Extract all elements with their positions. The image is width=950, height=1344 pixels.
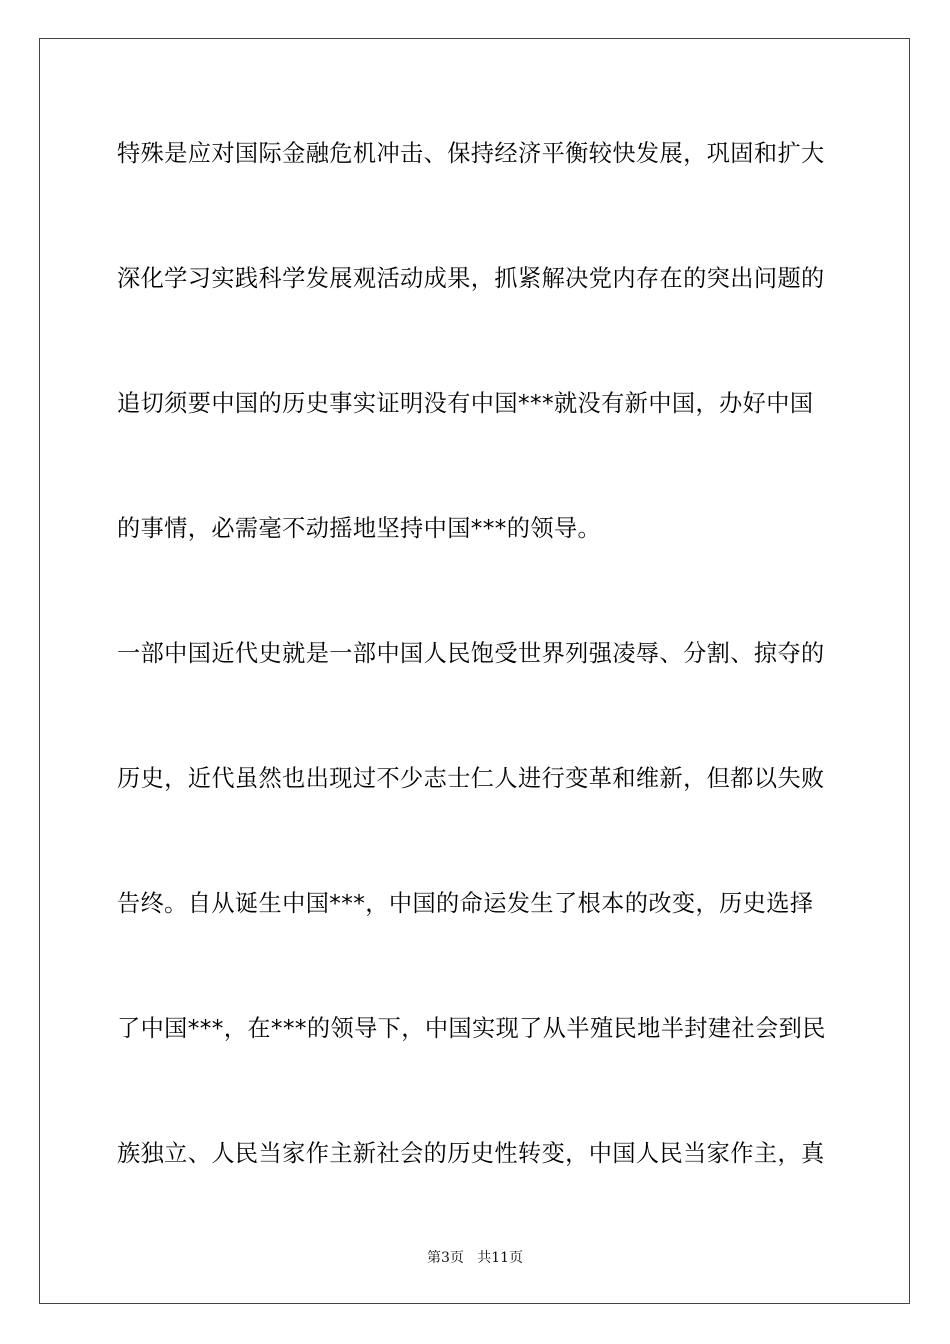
text-line: 深化学习实践科学发展观活动成果，抓紧解决党内存在的突出问题的 bbox=[117, 265, 825, 292]
page-footer: 第3页 共11页 bbox=[426, 1250, 524, 1266]
text-line: 特殊是应对国际金融危机冲击、保持经济平衡较快发展，巩固和扩大 bbox=[117, 140, 825, 167]
document-body bbox=[117, 124, 837, 1249]
text-line: 族独立、人民当家作主新社会的历史性转变，中国人民当家作主，真 bbox=[117, 1140, 825, 1167]
text-line: 历史，近代虽然也出现过不少志士仁人进行变革和维新，但都以失败 bbox=[117, 765, 825, 792]
text-line: 了中国***，在***的领导下，中国实现了从半殖民地半封建社会到民 bbox=[117, 1015, 826, 1042]
text-line: 追切须要中国的历史事实证明没有中国***就没有新中国，办好中国 bbox=[117, 390, 814, 417]
text-line: 告终。自从诞生中国***，中国的命运发生了根本的改变，历史选择 bbox=[117, 890, 814, 917]
text-line: 的事情，必需毫不动摇地坚持中国***的领导。 bbox=[117, 515, 602, 542]
text-line: 一部中国近代史就是一部中国人民饱受世界列强凌辱、分割、掠夺的 bbox=[117, 640, 825, 667]
